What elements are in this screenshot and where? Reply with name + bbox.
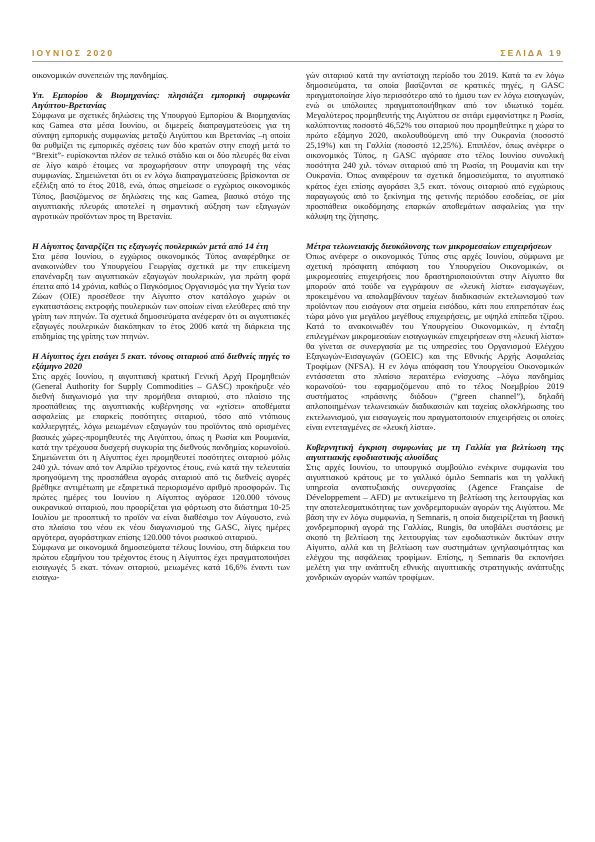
issue-date: ΙΟΥΝΙΟΣ 2020 bbox=[32, 48, 115, 58]
section-heading-uk-trade: Υπ. Εμπορίου & Βιομηχανίας: πλησιάζει εμπορική συμφωνία Αιγύπτου-Βρετανίας bbox=[32, 90, 290, 111]
left-intro-text: οικονομικών συνεπειών της πανδημίας. bbox=[32, 70, 169, 80]
section-text-poultry: Στα μέσα Ιουνίου, ο εγχώριος οικονομικός Τύπος αναφέρθηκε σε ανακοινώθεν του Υπουργείου Γεωργίας σχετικά με την επικείμενη επανέναρξη των αιγυπτιακών εξαγωγών πουλερικών, για πρώτη φορά έπειτα από 14 χρόνια, καθώς ο Παγκόσμιος Οργανισμός για την Υγεία των Ζώων (OIE) προσέθεσε την Αίγυπτο στον κατάλογο χωρών οι εγκαταστάσεις εκτροφής πουλερικών των οποίων είναι ελεύθερες από την γρίπη των πτηνών. Τα σχετικά δημοσιεύματα ανέφεραν ότι οι αιγυπτιακές εξαγωγές πουλερικών διακόπηκαν το έτος 2006 κατά τη διάρκεια της επιδημίας της γρίπης των πτηνών. bbox=[32, 250, 290, 342]
page-header bbox=[32, 40, 563, 62]
section-text-wheat-1: Στις αρχές Ιουνίου, η αιγυπτιακή κρατική Γενική Αρχή Προμηθειών (General Authority for Supply Commodities – GASC) προκήρυξε νέο διεθνή διαγωνισμό για την προμήθεια σιταριού, στο πλαίσιο της προσπάθειας της αιγυπτιακής κυβέρνησης να «χτίσει» αποθέματα ασφαλείας με επαρκείς ποσότητες σιταριού, τόσο από ντόπιους καλλιεργητές, λόγω μειωμένων εξαγωγών του προϊόντος από ορισμένες βασικές χώρες-προμηθευτές της Αιγύπτου, όπως η Ρωσία και Ρουμανία, κατά την τρέχουσα δυσχερή συγκυρία της διεθνούς πανδημίας κορωνοϊού. Σημειώνεται ότι η Αίγυπτος έχει προμηθευτεί ποσότητες σιταριού μόλις 240 χιλ. τόνων από τον Απρίλιο τρέχοντος έτους, ενώ κατά την τελευταία προηγούμενη της προσπάθεια αγοράς σιταριού από τις διεθνείς αγορές βρέθηκε αντιμέτωπη με εξαιρετικά περιορισμένο αριθμό προσφορών. Τις πρώτες ημέρες του Ιουνίου η Αίγυπτος αγόρασε 120.000 τόνους ουκρανικού σιταριού, που προορίζεται για φόρτωση στο διάστημα 10-25 Ιουλίου με προοπτική το προϊόν να είναι διαθέσιμο τον Αύγουστο, ενώ στο πλαίσιο του νέου εκ νέου διαγωνισμού της GASC, λίγες ημέρες αργότερα, αγοράστηκαν επίσης 120.000 τόνοι ρωσικού σιταριού. bbox=[32, 371, 290, 542]
right-intro-text: γών σιταριού κατά την αντίστοιχη περίοδο του 2019. Κατά τα εν λόγω δημοσιεύματα, τα οποία βασίζονται σε κρατικές πηγές, η GASC πραγματοποίησε λίγο περισσότερο από το ήμισυ των εν λόγω εισαγωγών, ενώ οι υπόλοιπες πραγματοποιήθηκαν από τον ιδιωτικό τομέα. Μεγαλύτερος προμηθευτής της Αιγύπτου σε σιτάρι εμφανίστηκε η Ρωσία, καλύπτοντας ποσοστό 46,52% του σιταριού που προμηθεύτηκε η χώρα το πρώτο εξάμηνο 2020, ακολουθούμενη από την Ουκρανία (ποσοστό 25,19%) και τη Γαλλία (ποσοστό 12,25%). Επιπλέον, όπως ανέφερε ο οικονομικός Τύπος, η GASC αγόρασε στο τέλος Ιουνίου συνολική ποσότητα 240 χιλ. τόνων σιταριού από τη Ρωσία, τη Ρουμανία και την Ουκρανία. Όπως αναφέρουν τα σχετικά δημοσιεύματα, το αιγυπτιακό κράτος έχει επίσης αγοράσει 3,5 εκατ. τόνους σιταριού από εγχώριους παραγωγούς από το ξεκίνημα της φετινής περιόδου εσοδείας, σε μία προσπάθεια οικοδόμησης επαρκών αποθεμάτων ασφαλείας για την κάλυψη της ζήτησης. bbox=[306, 70, 564, 221]
section-text-uk-trade: Σύμφωνα με σχετικές δηλώσεις της Υπουργού Εμπορίου & Βιομηχανίας κας Gamea στα μέσα Ιουνίου, οι διμερείς διαπραγματεύσεις για τη σύναψη εμπορικής συμφωνίας μεταξύ Αιγύπτου και Βρετανίας –η οποία θα ρυθμίζει τις εμπορικές σχέσεις των δύο κρατών στην εποχή μετά το “Brexit”- ευρίσκονται πλέον σε τελικό στάδιο και οι δύο πλευρές θα είναι σε λίγο καιρό έτοιμες να προχωρήσουν στην υπογραφή της νέας συμφωνίας. Σημειώνεται ότι οι εν λόγω διαπραγματεύσεις βρίσκονται σε εξέλιξη από το έτος 2018, ενώ, όπως σημείωσε ο εγχώριος οικονομικός Τύπος, βασιζόμενος σε δηλώσεις της κας Gamea, βασικό στόχο της αιγυπτιακής πλευράς αποτελεί η σημαντική αύξηση των εξαγωγών αγροτικών προϊόντων προς τη Βρετανία. bbox=[32, 110, 290, 221]
section-heading-france: Κυβερνητική έγκριση συμφωνίας με τη Γαλλία για βελτίωση της αιγυπτιακής εφοδιαστικής αλυσίδας bbox=[306, 441, 564, 462]
page-number: ΣΕΛΙΔΑ 19 bbox=[500, 48, 563, 58]
right-column bbox=[306, 70, 564, 582]
section-text-customs: Όπως ανέφερε ο οικονομικός Τύπος στις αρχές Ιουνίου, σύμφωνα με σχετική πρόσφατη απόφαση του Υπουργείου Οικονομικών, οι μικρομεσαίες επιχειρήσεις που δραστηριοποιούνται στην Αίγυπτο θα μπορούν από τούδε να εγγράφουν σε «λευκή λίστα» εισαγωγέων, προκειμένου να απολαμβάνουν ταχέων διαδικασιών εκτελωνισμού των προϊόντων που εισάγουν στα σημεία εισόδου, κάτι που επιτρεπόταν έως τώρα μόνο για μεγάλου μεγέθους επιχειρήσεις, με υψηλά επίπεδα τζίρου. Κατά το ανακοινωθέν του Υπουργείου Οικονομικών, η ένταξη επιλεγμένων μικρομεσαίων εισαγωγικών επιχειρήσεων στη «λευκή λίστα» θα γίνεται σε συνεργασία με τις υπηρεσίες του Οργανισμού Ελέγχου Εξαγωγών-Εισαγωγών (GOEIC) και της Εθνικής Αρχής Ασφαλείας Τροφίμων (NFSA). Η εν λόγω απόφαση του Υπουργείου Οικονομικών εντάσσεται στο πλαίσιο περαιτέρω ενίσχυσης –λόγω πανδημίας κορωνοϊού- του εφαρμοζόμενου από το τέλος Νοεμβρίου 2019 συστήματος «πράσινης διόδου» (“green channel”), δηλαδή απλοποιημένων τελωνειακών διαδικασιών και ταχείας ολοκλήρωσης του εκτελωνισμού, για εισαγωγείς που πραγματοποιούν επιχειρήσεις οι οποίες είναι εντεταγμένες σε «λευκή λίστα». bbox=[306, 250, 564, 432]
section-heading-poultry: Η Αίγυπτος ξαναρζίζει τις εξαγωγές πουλερικών μετά από 14 έτη bbox=[32, 240, 269, 251]
left-column bbox=[32, 70, 290, 582]
section-text-wheat-2: Σύμφωνα με οικονομικά δημοσιεύματα τέλους Ιουνίου, στη διάρκεια του πρώτου εξαμήνου του τρέχοντος έτους η Αίγυπτος έχει πραγματοποιήσει εισαγωγές 5 εκατ. τόνων σιταριού, μειωμένες κατά 16,6% έναντι των εισαγω- bbox=[32, 542, 290, 583]
section-heading-wheat: Η Αίγυπτος έχει εισάγει 5 εκατ. τόνους σιταριού από διεθνείς πηγές το εξάμηνο 2020 bbox=[32, 351, 290, 372]
section-heading-customs: Μέτρα τελωνειακής διευκόλυνσης των μικρομεσαίων επιχειρήσεων bbox=[306, 240, 552, 251]
section-text-france: Στις αρχές Ιουνίου, το υπουργικό συμβούλιο ενέκρινε συμφωνία του αιγυπτιακού κράτους με το γαλλικό όμιλο Semnaris και τη γαλλική υπηρεσία αναπτυξιακής συνεργασίας (Agence Française de Développement – AFD) με αντικείμενο τη βελτίωση της λειτουργίας και την αποτελεσματικότητας των χονδρεμπορικών αγορών της Αιγύπτου. Με βάση την εν λόγω συμφωνία, η Semnaris, η οποία διαχειρίζεται τη βασική χονδρεμπορική αγορά της Γαλλίας, Rungis, θα υποβάλει συστάσεις με σκοπό τη βελτίωση της λειτουργίας των εφοδιαστικών δικτύων στην Αίγυπτο, αλλά και τη βελτίωση των συστημάτων ιχνηλασιμότητας και ελέγχου της ασφάλειας τροφίμων. Επίσης, η Semnaris θα εκπονήσει μελέτη για την ανάπτυξη εθνικής αιγυπτιακής στρατηγικής ανάπτυξης χονδρικών αγορών νωπών τροφίμων. bbox=[306, 461, 564, 583]
